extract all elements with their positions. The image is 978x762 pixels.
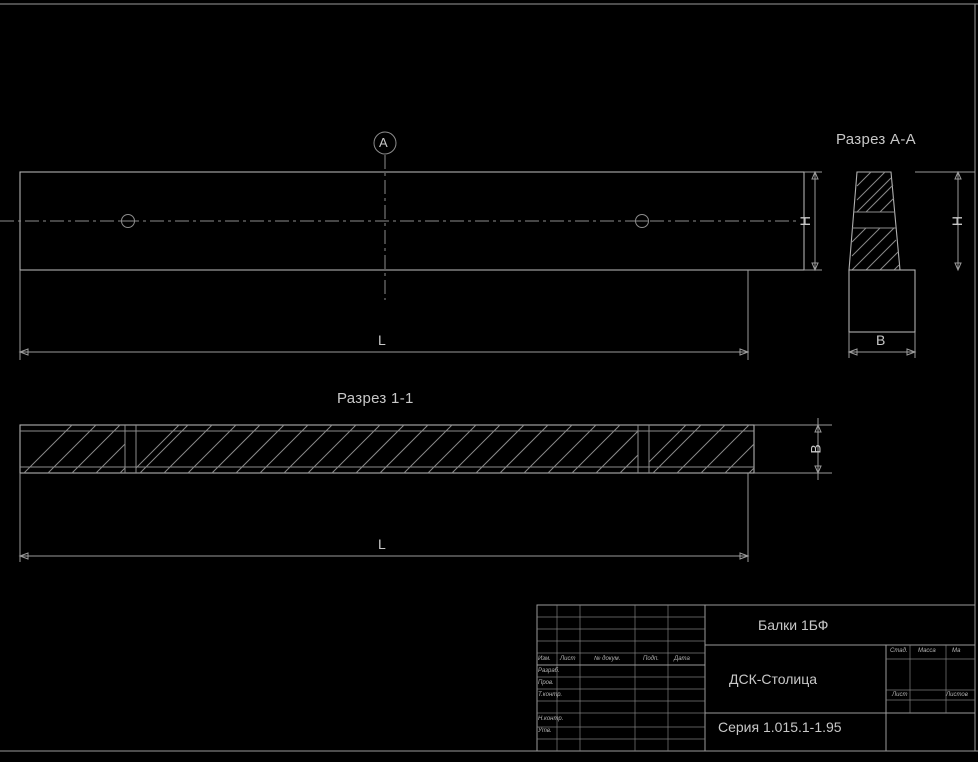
title-block-subheader-list: Лист [892,692,908,698]
lifting-loop-right [636,215,649,228]
title-block-col-data: Дата [674,656,690,662]
section-11-title: Разрез 1-1 [337,390,414,407]
section-marker-a-label: A [379,135,388,150]
sheet-frame [0,4,978,751]
title-block-col-podp: Подп. [643,656,659,662]
title-block-header-massa: Масса [918,648,936,654]
section-aa-height-label: H [949,215,966,227]
title-block-organization: ДСК-Столица [729,671,818,687]
section-11-view [20,418,832,562]
section-aa-width-label: B [876,332,886,348]
title-block-role-prov: Пров. [538,680,554,686]
title-block-role-razrab: Разраб. [538,668,560,674]
lifting-loop-left [122,215,135,228]
section-aa-view [849,172,975,358]
title-block-col-docnum: № докум. [594,656,621,662]
title-block-header-stad: Стад. [890,648,908,654]
section-aa-hatch [852,172,899,270]
title-block-subheader-listov: Листов [946,692,968,698]
title-block-product-name: Балки 1БФ [758,617,829,633]
title-block-role-tkontr: Т.контр. [538,692,563,698]
section-11-width-label: B [807,444,824,454]
plan-view [0,132,822,360]
section-aa-title: Разрез А-А [836,131,916,148]
plan-length-label: L [378,332,386,348]
title-block-role-nkontr: Н.контр. [538,716,564,722]
title-block-col-izm: Изм. [538,656,551,662]
section-11-length-label: L [378,536,386,552]
title-block-col-list: Лист [560,656,576,662]
section-11-hatch [24,425,754,473]
title-block-series: Серия 1.015.1-1.95 [718,719,842,735]
title-block-role-utv: Утв. [538,728,552,734]
plan-height-label: H [797,215,814,227]
title-block-header-masshtab: Ма [952,648,961,654]
section-aa-height-dimension [915,172,975,270]
